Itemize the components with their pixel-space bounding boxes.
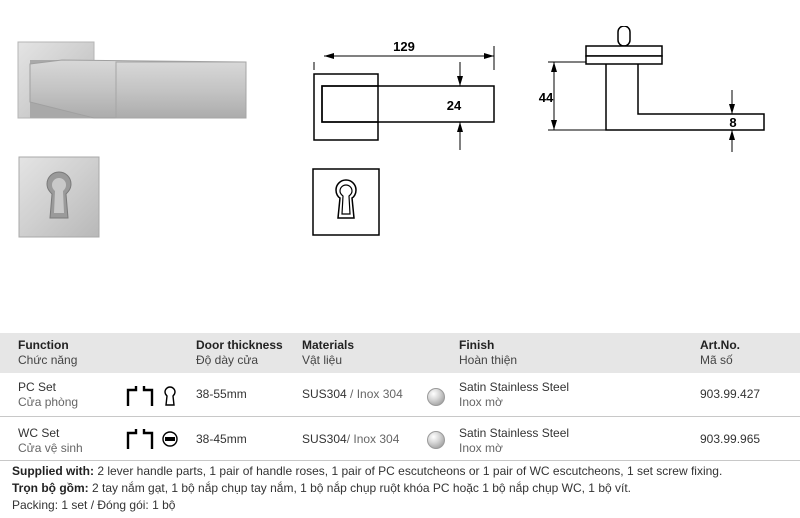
door-thickness: 38-55mm xyxy=(196,387,247,401)
material-sub: / Inox 304 xyxy=(346,432,400,446)
function-vi: Cửa phòng xyxy=(18,395,79,409)
packing-text: 1 set / Đóng gói: 1 bộ xyxy=(58,498,176,512)
packing-label: Packing: xyxy=(12,498,59,512)
notes xyxy=(12,463,722,514)
material-sub: / Inox 304 xyxy=(346,387,403,401)
tron-text: 2 tay nắm gạt, 1 bộ nắp chụp tay nắm, 1 bộ nắp chụp ruột khóa PC hoặc 1 bộ nắp chụp WC, 1 bộ vít. xyxy=(88,481,631,495)
art-no: 903.99.427 xyxy=(700,387,761,401)
satin-steel-swatch-icon xyxy=(427,388,445,406)
dimension-lever-thickness: 8 xyxy=(729,115,737,130)
header-door-thickness xyxy=(196,338,283,368)
finish-vi: Inox mờ xyxy=(459,395,503,409)
row-function xyxy=(18,380,78,410)
row-function xyxy=(18,426,83,456)
escutcheon-photo xyxy=(18,156,100,238)
material xyxy=(302,387,403,402)
header-art-no-en: Art.No. xyxy=(700,338,740,352)
art-no: 903.99.965 xyxy=(700,432,761,446)
dimension-lever-height: 24 xyxy=(446,98,462,113)
function-en: PC Set xyxy=(18,380,57,394)
dimension-length: 129 xyxy=(393,39,415,54)
packing-note xyxy=(12,497,722,514)
table-row xyxy=(0,417,800,461)
header-door-thickness-en: Door thickness xyxy=(196,338,283,352)
function-vi: Cửa vệ sinh xyxy=(18,441,83,455)
side-view-drawing xyxy=(530,26,775,156)
material xyxy=(302,432,399,447)
lever-handle-photo xyxy=(14,38,254,124)
header-function-vi: Chức năng xyxy=(18,353,78,367)
function-en: WC Set xyxy=(18,426,60,440)
escutcheon-drawing xyxy=(312,168,380,236)
table-header xyxy=(0,333,800,373)
door-thickness: 38-45mm xyxy=(196,432,247,446)
header-finish xyxy=(459,338,517,368)
header-door-thickness-vi: Độ dày cửa xyxy=(196,353,259,367)
pc-set-icon xyxy=(126,384,178,408)
dimension-rose-height: 44 xyxy=(538,90,554,105)
material-main: SUS304 xyxy=(302,432,347,446)
header-finish-en: Finish xyxy=(459,338,495,352)
header-function-en: Function xyxy=(18,338,69,352)
finish-vi: Inox mờ xyxy=(459,441,503,455)
supplied-text: 2 lever handle parts, 1 pair of handle roses, 1 pair of PC escutcheons or 1 pair of WC escutcheons, 1 set screw fixing. xyxy=(94,464,723,478)
tron-label: Trọn bộ gồm: xyxy=(12,481,89,495)
header-materials xyxy=(302,338,354,368)
table-row xyxy=(0,373,800,417)
front-view-drawing xyxy=(300,30,520,150)
satin-steel-swatch-icon xyxy=(427,431,445,449)
finish-en: Satin Stainless Steel xyxy=(459,426,570,440)
finish xyxy=(459,426,569,456)
supplied-with-note xyxy=(12,463,722,480)
tron-bo-gom-note xyxy=(12,480,722,497)
material-main: SUS304 xyxy=(302,387,347,401)
header-art-no-vi: Mã số xyxy=(700,353,733,367)
supplied-label: Supplied with: xyxy=(12,464,94,478)
finish-en: Satin Stainless Steel xyxy=(459,380,570,394)
finish xyxy=(459,380,569,410)
header-materials-en: Materials xyxy=(302,338,355,352)
wc-set-icon xyxy=(126,427,178,451)
header-materials-vi: Vật liệu xyxy=(302,353,343,367)
header-finish-vi: Hoàn thiện xyxy=(459,353,518,367)
header-art-no xyxy=(700,338,740,368)
header-function xyxy=(18,338,77,368)
